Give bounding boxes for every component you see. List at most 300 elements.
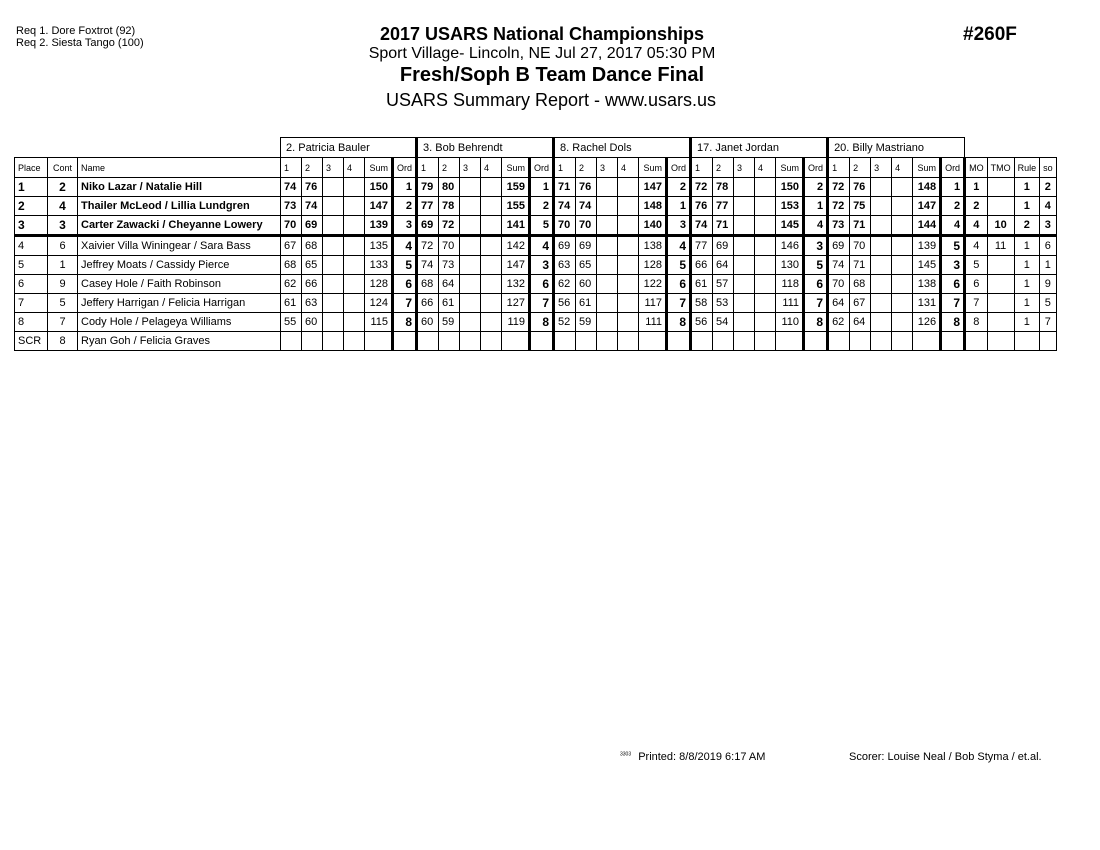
table-row (15, 332, 1057, 351)
mark-1 (828, 332, 850, 351)
mark-2: 75 (850, 197, 871, 216)
mark-3 (871, 256, 892, 275)
mark-4 (481, 197, 502, 216)
table-row (15, 256, 1057, 275)
col-mark: 1 (691, 158, 713, 178)
mark-1: 74 (691, 216, 713, 236)
col-mark: 2 (439, 158, 460, 178)
mark-4 (344, 275, 365, 294)
col-mark: 2 (850, 158, 871, 178)
judge-header: 17. Janet Jordan (691, 138, 828, 158)
mark-4 (755, 178, 776, 197)
mark-3 (323, 197, 344, 216)
mark-1: 62 (828, 313, 850, 332)
mark-4 (481, 275, 502, 294)
ordinal: 4 (530, 236, 554, 256)
col-rule: Rule (1014, 158, 1040, 178)
ordinal: 3 (804, 236, 828, 256)
ordinal: 2 (804, 178, 828, 197)
mark-4 (481, 178, 502, 197)
mark-4 (481, 236, 502, 256)
mark-3 (597, 197, 618, 216)
couple-name: Ryan Goh / Felicia Graves (78, 332, 281, 351)
so: 4 (1040, 197, 1057, 216)
ordinal: 8 (667, 313, 691, 332)
results-table (14, 137, 1057, 351)
sum: 139 (913, 236, 941, 256)
contestant-number: 1 (48, 256, 78, 275)
col-sum: Sum (776, 158, 804, 178)
mark-3 (734, 294, 755, 313)
place: 4 (15, 236, 48, 256)
sum: 146 (776, 236, 804, 256)
mark-4 (481, 313, 502, 332)
mark-4 (755, 275, 776, 294)
sum: 118 (776, 275, 804, 294)
mark-1: 62 (554, 275, 576, 294)
mark-2: 68 (302, 236, 323, 256)
mark-3 (323, 216, 344, 236)
ordinal: 6 (667, 275, 691, 294)
mo: 8 (965, 313, 988, 332)
col-mark: 1 (554, 158, 576, 178)
mark-4 (618, 256, 639, 275)
ordinal: 3 (530, 256, 554, 275)
mark-3 (871, 313, 892, 332)
mark-2: 67 (850, 294, 871, 313)
mark-4 (344, 294, 365, 313)
mark-3 (597, 256, 618, 275)
place: 8 (15, 313, 48, 332)
col-ord: Ord (530, 158, 554, 178)
place: SCR (15, 332, 48, 351)
mark-3 (871, 332, 892, 351)
mark-4 (481, 294, 502, 313)
ordinal: 3 (667, 216, 691, 236)
mark-4 (618, 197, 639, 216)
report-title: USARS Summary Report - www.usars.us (385, 90, 717, 110)
mark-2: 68 (850, 275, 871, 294)
mark-1: 73 (828, 216, 850, 236)
sum: 135 (365, 236, 393, 256)
rule: 1 (1014, 294, 1040, 313)
contestant-number: 8 (48, 332, 78, 351)
col-place: Place (15, 158, 48, 178)
col-mark: 2 (302, 158, 323, 178)
printed-date: Printed: 8/8/2019 6:17 AM (638, 751, 766, 763)
mark-2: 76 (302, 178, 323, 197)
mark-4 (892, 275, 913, 294)
mark-1: 72 (828, 197, 850, 216)
mark-1: 58 (691, 294, 713, 313)
mo: 5 (965, 256, 988, 275)
ordinal: 6 (941, 275, 965, 294)
mark-3 (597, 332, 618, 351)
so: 9 (1040, 275, 1057, 294)
mark-1: 72 (691, 178, 713, 197)
couple-name: Jeffrey Moats / Cassidy Pierce (78, 256, 281, 275)
sum: 119 (502, 313, 530, 332)
sum: 133 (365, 256, 393, 275)
mark-2 (439, 332, 460, 351)
column-header-row (15, 158, 1057, 178)
ordinal (941, 332, 965, 351)
mark-3 (323, 178, 344, 197)
ordinal: 6 (393, 275, 417, 294)
judge-header: 3. Bob Behrendt (417, 138, 554, 158)
mark-2: 77 (713, 197, 734, 216)
ordinal: 5 (941, 236, 965, 256)
col-mark: 1 (417, 158, 439, 178)
rule: 1 (1014, 275, 1040, 294)
rule: 1 (1014, 313, 1040, 332)
request-1: Req 1. Dore Foxtrot (92) (16, 25, 136, 37)
mark-2: 80 (439, 178, 460, 197)
mark-1: 66 (691, 256, 713, 275)
tmo: 10 (987, 216, 1014, 236)
col-tmo: TMO (987, 158, 1014, 178)
ordinal: 7 (530, 294, 554, 313)
col-mark: 3 (323, 158, 344, 178)
ordinal: 4 (941, 216, 965, 236)
mark-1: 70 (554, 216, 576, 236)
mark-4 (344, 332, 365, 351)
mark-4 (755, 216, 776, 236)
sum: 145 (913, 256, 941, 275)
tmo (987, 275, 1014, 294)
mark-4 (618, 313, 639, 332)
ordinal: 7 (941, 294, 965, 313)
mark-2: 60 (576, 275, 597, 294)
rule: 1 (1014, 236, 1040, 256)
mark-3 (323, 275, 344, 294)
mark-3 (871, 197, 892, 216)
col-sum: Sum (913, 158, 941, 178)
mark-3 (597, 313, 618, 332)
contestant-number: 9 (48, 275, 78, 294)
so: 3 (1040, 216, 1057, 236)
judge-header-row (15, 138, 1057, 158)
mark-2: 61 (439, 294, 460, 313)
ordinal: 7 (667, 294, 691, 313)
sum: 110 (776, 313, 804, 332)
mark-2 (302, 332, 323, 351)
tmo (987, 256, 1014, 275)
table-row (15, 275, 1057, 294)
ordinal: 3 (393, 216, 417, 236)
tmo: 11 (987, 236, 1014, 256)
mark-1: 68 (417, 275, 439, 294)
mark-3 (597, 236, 618, 256)
mark-4 (344, 216, 365, 236)
page-title: 2017 USARS National Championships (379, 24, 705, 44)
mark-1: 76 (691, 197, 713, 216)
mo: 7 (965, 294, 988, 313)
mark-3 (323, 236, 344, 256)
mark-4 (755, 236, 776, 256)
col-mark: 3 (734, 158, 755, 178)
mark-2: 73 (439, 256, 460, 275)
event-name: Fresh/Soph B Team Dance Final (399, 64, 705, 86)
contestant-number: 2 (48, 178, 78, 197)
mo: 4 (965, 216, 988, 236)
ordinal: 6 (804, 275, 828, 294)
ordinal: 8 (393, 313, 417, 332)
ordinal: 6 (530, 275, 554, 294)
so: 6 (1040, 236, 1057, 256)
mark-4 (344, 236, 365, 256)
sum: 126 (913, 313, 941, 332)
mark-1: 69 (828, 236, 850, 256)
mark-4 (481, 256, 502, 275)
sum: 111 (776, 294, 804, 313)
mark-3 (871, 294, 892, 313)
mark-3 (460, 313, 481, 332)
mark-4 (344, 178, 365, 197)
col-mark: 2 (713, 158, 734, 178)
col-mark: 3 (460, 158, 481, 178)
sum: 142 (502, 236, 530, 256)
rule: 2 (1014, 216, 1040, 236)
mark-2: 66 (302, 275, 323, 294)
mark-2: 63 (302, 294, 323, 313)
mark-1: 69 (417, 216, 439, 236)
rule (1014, 332, 1040, 351)
venue-date: Sport Village- Lincoln, NE Jul 27, 2017 05:30 PM (368, 45, 716, 62)
mark-4 (618, 294, 639, 313)
sum: 147 (502, 256, 530, 275)
judge-header: 8. Rachel Dols (554, 138, 691, 158)
couple-name: Thailer McLeod / Lillia Lundgren (78, 197, 281, 216)
col-ord: Ord (941, 158, 965, 178)
mark-1: 67 (281, 236, 302, 256)
sum: 128 (365, 275, 393, 294)
mark-2: 61 (576, 294, 597, 313)
mark-1: 74 (828, 256, 850, 275)
contestant-number: 7 (48, 313, 78, 332)
mark-4 (892, 216, 913, 236)
ordinal: 7 (393, 294, 417, 313)
mark-4 (344, 197, 365, 216)
col-sum: Sum (639, 158, 667, 178)
place: 3 (15, 216, 48, 236)
sum: 147 (365, 197, 393, 216)
mark-3 (323, 332, 344, 351)
mark-4 (892, 197, 913, 216)
mark-4 (481, 332, 502, 351)
mark-3 (460, 256, 481, 275)
col-so: so (1040, 158, 1057, 178)
mark-3 (734, 197, 755, 216)
sum: 148 (639, 197, 667, 216)
place: 6 (15, 275, 48, 294)
sum (502, 332, 530, 351)
contestant-number: 3 (48, 216, 78, 236)
sum: 124 (365, 294, 393, 313)
mark-1: 56 (554, 294, 576, 313)
tmo (987, 197, 1014, 216)
mark-4 (618, 236, 639, 256)
rule: 1 (1014, 178, 1040, 197)
couple-name: Carter Zawacki / Cheyanne Lowery (78, 216, 281, 236)
contestant-number: 4 (48, 197, 78, 216)
sum (913, 332, 941, 351)
mark-1 (281, 332, 302, 351)
col-mo: MO (965, 158, 988, 178)
mark-1: 70 (281, 216, 302, 236)
mark-4 (755, 256, 776, 275)
mark-2 (850, 332, 871, 351)
mark-1: 74 (281, 178, 302, 197)
ordinal (667, 332, 691, 351)
mark-3 (597, 216, 618, 236)
mark-2: 71 (850, 216, 871, 236)
place: 5 (15, 256, 48, 275)
mark-3 (323, 256, 344, 275)
tmo (987, 178, 1014, 197)
mark-3 (460, 197, 481, 216)
mark-3 (597, 275, 618, 294)
table-row (15, 216, 1057, 236)
sum: 127 (502, 294, 530, 313)
ordinal: 5 (530, 216, 554, 236)
mark-3 (460, 294, 481, 313)
sum: 150 (365, 178, 393, 197)
table-row (15, 236, 1057, 256)
ordinal: 5 (804, 256, 828, 275)
mark-2: 74 (576, 197, 597, 216)
col-ord: Ord (804, 158, 828, 178)
sum: 117 (639, 294, 667, 313)
place: 7 (15, 294, 48, 313)
ordinal: 3 (941, 256, 965, 275)
tmo (987, 332, 1014, 351)
ordinal: 1 (667, 197, 691, 216)
mark-1: 72 (828, 178, 850, 197)
rule: 1 (1014, 256, 1040, 275)
mark-2: 70 (439, 236, 460, 256)
couple-name: Xaivier Villa Winingear / Sara Bass (78, 236, 281, 256)
mark-3 (734, 236, 755, 256)
mark-4 (344, 256, 365, 275)
mark-1: 77 (691, 236, 713, 256)
mark-2: 65 (302, 256, 323, 275)
couple-name: Casey Hole / Faith Robinson (78, 275, 281, 294)
table-row (15, 313, 1057, 332)
mark-2 (713, 332, 734, 351)
mark-2: 72 (439, 216, 460, 236)
sum: 115 (365, 313, 393, 332)
couple-name: Jeffery Harrigan / Felicia Harrigan (78, 294, 281, 313)
mark-2: 69 (576, 236, 597, 256)
mark-1: 77 (417, 197, 439, 216)
mark-4 (618, 216, 639, 236)
mark-1: 72 (417, 236, 439, 256)
sum: 145 (776, 216, 804, 236)
sum (639, 332, 667, 351)
mark-4 (892, 256, 913, 275)
mark-2: 69 (713, 236, 734, 256)
mark-1: 73 (281, 197, 302, 216)
mark-4 (618, 275, 639, 294)
mark-4 (344, 313, 365, 332)
mark-1: 61 (281, 294, 302, 313)
mark-1: 79 (417, 178, 439, 197)
ordinal (804, 332, 828, 351)
mark-3 (460, 178, 481, 197)
table-row (15, 294, 1057, 313)
table-row (15, 178, 1057, 197)
mark-3 (323, 294, 344, 313)
mark-4 (892, 313, 913, 332)
mark-1: 64 (828, 294, 850, 313)
mark-3 (734, 216, 755, 236)
tmo (987, 294, 1014, 313)
mark-3 (460, 332, 481, 351)
sum (365, 332, 393, 351)
mark-4 (892, 178, 913, 197)
sum: 138 (913, 275, 941, 294)
mark-1: 56 (691, 313, 713, 332)
mark-2: 60 (302, 313, 323, 332)
tmo (987, 313, 1014, 332)
col-sum: Sum (502, 158, 530, 178)
ordinal: 2 (393, 197, 417, 216)
mark-1: 61 (691, 275, 713, 294)
mark-3 (734, 275, 755, 294)
so (1040, 332, 1057, 351)
sum: 153 (776, 197, 804, 216)
col-mark: 4 (344, 158, 365, 178)
mark-2: 69 (302, 216, 323, 236)
mo: 1 (965, 178, 988, 197)
mark-1: 55 (281, 313, 302, 332)
mark-1: 60 (417, 313, 439, 332)
col-mark: 2 (576, 158, 597, 178)
sum: 155 (502, 197, 530, 216)
ordinal: 5 (393, 256, 417, 275)
mark-2: 59 (439, 313, 460, 332)
footer-code: 3303 (620, 751, 632, 758)
mark-2: 78 (713, 178, 734, 197)
mark-4 (755, 313, 776, 332)
mark-1: 69 (554, 236, 576, 256)
col-mark: 4 (481, 158, 502, 178)
mark-1: 63 (554, 256, 576, 275)
mark-2: 64 (439, 275, 460, 294)
spacer (965, 138, 1057, 158)
col-name: Name (78, 158, 281, 178)
ordinal: 7 (804, 294, 828, 313)
mark-3 (734, 313, 755, 332)
so: 2 (1040, 178, 1057, 197)
col-mark: 3 (597, 158, 618, 178)
mark-3 (871, 216, 892, 236)
mark-1: 70 (828, 275, 850, 294)
footer-scorer: Scorer: Louise Neal / Bob Styma / et.al. (849, 751, 1042, 763)
sum: 122 (639, 275, 667, 294)
mark-4 (892, 236, 913, 256)
contestant-number: 5 (48, 294, 78, 313)
mark-1: 62 (281, 275, 302, 294)
col-mark: 4 (618, 158, 639, 178)
footer-printed (620, 751, 765, 763)
mark-2: 64 (850, 313, 871, 332)
mark-2: 71 (713, 216, 734, 236)
mark-2: 76 (576, 178, 597, 197)
sum: 132 (502, 275, 530, 294)
mark-1 (691, 332, 713, 351)
